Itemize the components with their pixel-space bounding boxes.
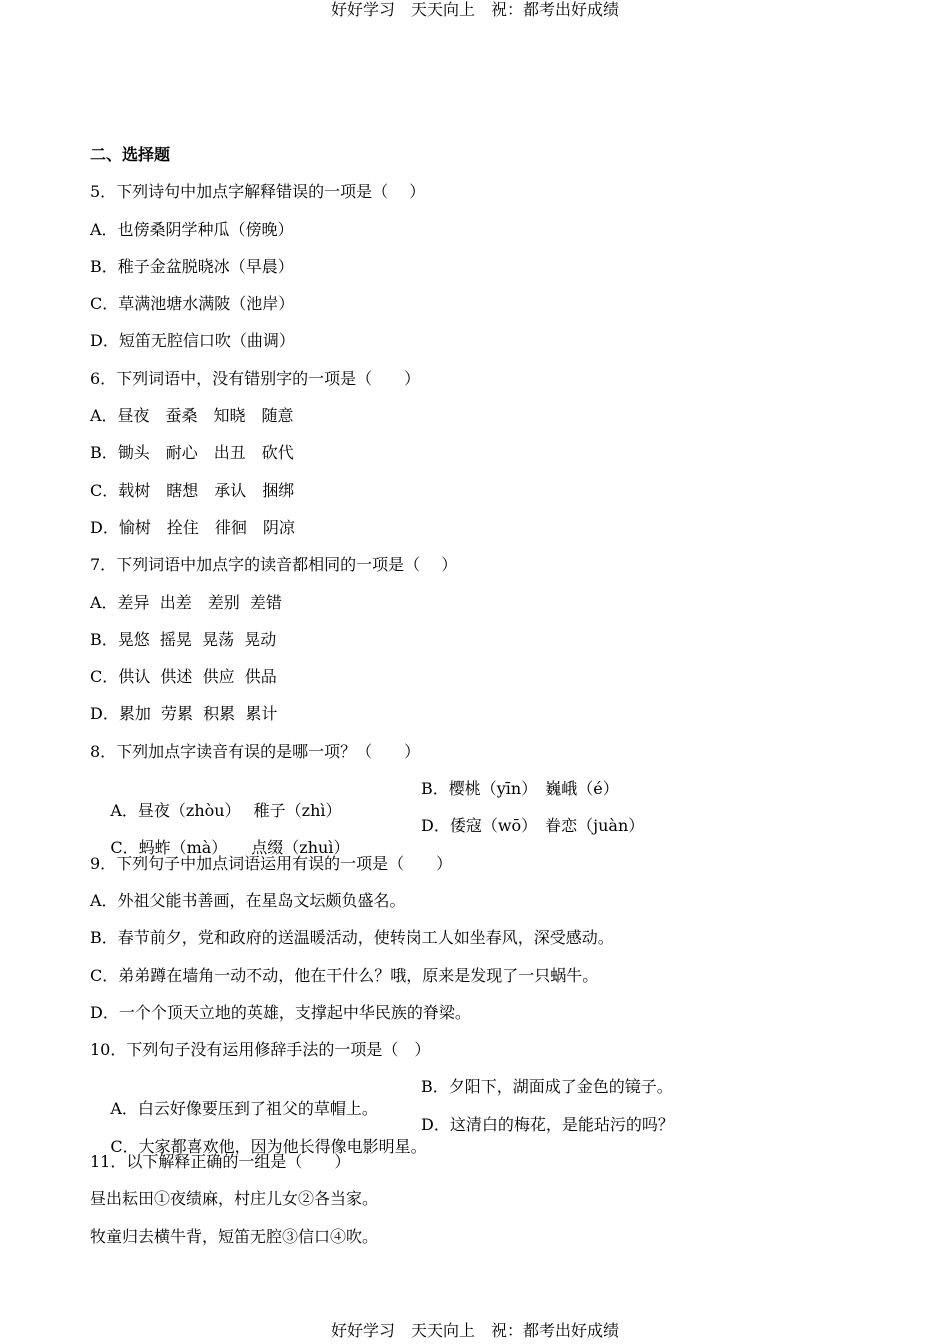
option-a-left: A．白云好像要压到了祖父的草帽上。: [110, 1099, 378, 1119]
option-c-left: C．蚂蚱（mà） 点缀（zhuì）: [110, 838, 350, 858]
question-stem: 5．下列诗句中加点字解释错误的一项是（ ）: [90, 182, 426, 202]
option-a-left: A．昼夜（zhòu） 稚子（zhì）: [110, 801, 342, 821]
option-a: A．外祖父能书善画，在星岛文坛颇负盛名。: [90, 890, 406, 910]
option-a: A．差异 出差 差别 差错: [90, 592, 282, 612]
option-row: [90, 1076, 890, 1119]
option-d: D．短笛无腔信口吹（曲调）: [90, 331, 295, 351]
option-d: D．累加 劳累 积累 累计: [90, 704, 278, 724]
option-row: [90, 1114, 890, 1156]
option-d-right: D．倭寇（wō） 眷恋（juàn）: [421, 816, 645, 836]
option-b: B．晃悠 摇晃 晃荡 晃动: [90, 629, 277, 649]
option-d-right: D．这清白的梅花，是能玷污的吗？: [421, 1114, 674, 1134]
option-row: [90, 815, 890, 858]
option-c: C．草满池塘水满陂（池岸）: [90, 294, 295, 314]
option-a: A．也傍桑阴学种瓜（傍晚）: [90, 219, 294, 239]
option-b: B．锄头 耐心 出丑 砍代: [90, 443, 294, 463]
poem-line: 昼出耘田①夜绩麻，村庄儿女②各当家。: [90, 1189, 379, 1209]
page-header: 好好学习 天天向上 祝：都考出好成绩: [330, 0, 619, 19]
option-c: C．弟弟蹲在墙角一动不动，他在干什么？哦，原来是发现了一只蜗牛。: [90, 965, 599, 985]
option-d: D．愉树 拴住 徘徊 阴凉: [90, 517, 295, 537]
option-c-left: C．大家都喜欢他，因为他长得像电影明星。: [110, 1136, 427, 1156]
option-a: A．昼夜 蚕桑 知晓 随意: [90, 406, 294, 426]
question-stem: 8．下列加点字读音有误的是哪一项？（ ）: [90, 741, 421, 761]
option-b: B．春节前夕，党和政府的送温暖活动，使转岗工人如坐春风，深受感动。: [90, 928, 614, 948]
page-footer: 好好学习 天天向上 祝：都考出好成绩: [330, 1321, 619, 1340]
question-stem: 7．下列词语中加点字的读音都相同的一项是（ ）: [90, 555, 458, 575]
option-b: B．稚子金盆脱晓冰（早晨）: [90, 256, 294, 276]
option-c: C．供认 供述 供应 供品: [90, 667, 277, 687]
option-c: C．载树 瞎想 承认 捆绑: [90, 480, 295, 500]
question-stem: 9．下列句子中加点词语运用有误的一项是（ ）: [90, 853, 453, 873]
poem-line: 牧童归去横牛背，短笛无腔③信口④吹。: [90, 1226, 379, 1246]
question-section: [90, 144, 890, 1263]
option-row: [90, 778, 890, 821]
question-stem: 10．下列句子没有运用修辞手法的一项是（ ）: [90, 1040, 431, 1060]
question-stem: 6．下列词语中，没有错别字的一项是（ ）: [90, 368, 421, 388]
option-d: D．一个个顶天立地的英雄，支撑起中华民族的脊梁。: [90, 1002, 471, 1022]
option-b-right: B．夕阳下，湖面成了金色的镜子。: [421, 1077, 673, 1097]
option-b-right: B．樱桃（yīn） 巍峨（é）: [421, 779, 619, 799]
section-title: 二、选择题: [90, 145, 171, 164]
question-stem: 11．以下解释正确的一组是（ ）: [90, 1152, 351, 1172]
